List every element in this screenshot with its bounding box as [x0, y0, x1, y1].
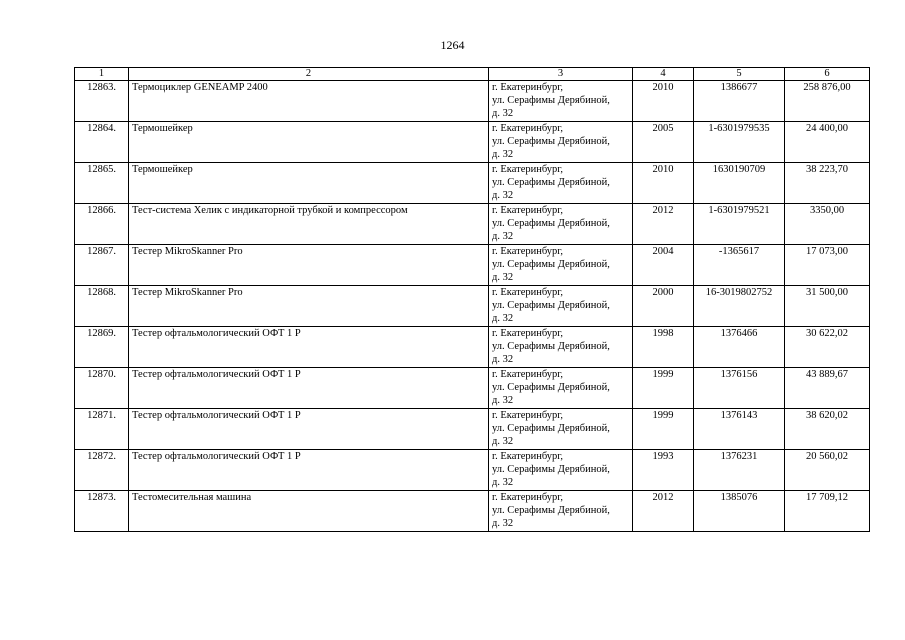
address-line: д. 32 — [492, 477, 514, 488]
row-number-cell: 12865. — [75, 163, 129, 204]
row-number-cell: 12873. — [75, 491, 129, 532]
address-line: ул. Серафимы Дерябиной, — [492, 300, 610, 311]
column-number: 2 — [129, 68, 489, 81]
address-line: ул. Серафимы Дерябиной, — [492, 136, 610, 147]
item-name-cell: Термошейкер — [129, 122, 489, 163]
address-cell — [489, 409, 633, 450]
row-number-cell: 12871. — [75, 409, 129, 450]
cost-cell: 43 889,67 — [785, 368, 870, 409]
address-line: г. Екатеринбург, — [492, 82, 564, 93]
table-row — [75, 122, 870, 163]
year-cell: 2010 — [633, 81, 694, 122]
table-row — [75, 450, 870, 491]
address-line: д. 32 — [492, 272, 514, 283]
year-cell: 2012 — [633, 491, 694, 532]
address-line: г. Екатеринбург, — [492, 287, 564, 298]
address-line: ул. Серафимы Дерябиной, — [492, 259, 610, 270]
address-cell — [489, 122, 633, 163]
cost-cell: 24 400,00 — [785, 122, 870, 163]
address-line: д. 32 — [492, 313, 514, 324]
address-line: ул. Серафимы Дерябиной, — [492, 218, 610, 229]
address-cell — [489, 327, 633, 368]
address-line: д. 32 — [492, 518, 514, 529]
row-number-cell: 12869. — [75, 327, 129, 368]
cost-cell: 31 500,00 — [785, 286, 870, 327]
item-name-cell: Тестер MikroSkanner Pro — [129, 286, 489, 327]
table-row — [75, 409, 870, 450]
address-cell — [489, 163, 633, 204]
address-line: г. Екатеринбург, — [492, 410, 564, 421]
cost-cell: 258 876,00 — [785, 81, 870, 122]
address-cell — [489, 81, 633, 122]
year-cell: 2005 — [633, 122, 694, 163]
inventory-number-cell: 16-3019802752 — [694, 286, 785, 327]
row-number-cell: 12868. — [75, 286, 129, 327]
row-number-cell: 12870. — [75, 368, 129, 409]
address-line: ул. Серафимы Дерябиной, — [492, 505, 610, 516]
inventory-number-cell: 1376231 — [694, 450, 785, 491]
address-line: ул. Серафимы Дерябиной, — [492, 95, 610, 106]
address-line: ул. Серафимы Дерябиной, — [492, 177, 610, 188]
table-row — [75, 327, 870, 368]
address-line: г. Екатеринбург, — [492, 246, 564, 257]
item-name-cell: Тестер MikroSkanner Pro — [129, 245, 489, 286]
address-line: г. Екатеринбург, — [492, 164, 564, 175]
address-line: д. 32 — [492, 190, 514, 201]
table-row — [75, 163, 870, 204]
table-row — [75, 491, 870, 532]
column-number: 6 — [785, 68, 870, 81]
column-number: 5 — [694, 68, 785, 81]
address-line: д. 32 — [492, 149, 514, 160]
inventory-number-cell: 1376156 — [694, 368, 785, 409]
item-name-cell: Тестомесительная машина — [129, 491, 489, 532]
address-cell — [489, 204, 633, 245]
address-line: д. 32 — [492, 436, 514, 447]
cost-cell: 38 223,70 — [785, 163, 870, 204]
inventory-number-cell: -1365617 — [694, 245, 785, 286]
address-line: д. 32 — [492, 354, 514, 365]
year-cell: 1999 — [633, 409, 694, 450]
inventory-number-cell: 1386677 — [694, 81, 785, 122]
inventory-number-cell: 1376466 — [694, 327, 785, 368]
table-row — [75, 368, 870, 409]
address-line: ул. Серафимы Дерябиной, — [492, 423, 610, 434]
address-cell — [489, 368, 633, 409]
column-number: 4 — [633, 68, 694, 81]
table-row — [75, 81, 870, 122]
address-line: г. Екатеринбург, — [492, 451, 564, 462]
address-cell — [489, 491, 633, 532]
row-number-cell: 12866. — [75, 204, 129, 245]
address-line: г. Екатеринбург, — [492, 369, 564, 380]
cost-cell: 3350,00 — [785, 204, 870, 245]
address-cell — [489, 450, 633, 491]
row-number-cell: 12867. — [75, 245, 129, 286]
column-number: 1 — [75, 68, 129, 81]
year-cell: 1993 — [633, 450, 694, 491]
row-number-cell: 12872. — [75, 450, 129, 491]
table-body — [75, 68, 870, 532]
column-number: 3 — [489, 68, 633, 81]
address-line: ул. Серафимы Дерябиной, — [492, 341, 610, 352]
page-number: 1264 — [440, 38, 465, 52]
item-name-cell: Тестер офтальмологический ОФТ 1 Р — [129, 368, 489, 409]
address-line: г. Екатеринбург, — [492, 123, 564, 134]
address-line: г. Екатеринбург, — [492, 492, 564, 503]
year-cell: 2012 — [633, 204, 694, 245]
inventory-number-cell: 1385076 — [694, 491, 785, 532]
inventory-table — [74, 67, 870, 532]
item-name-cell: Тестер офтальмологический ОФТ 1 Р — [129, 450, 489, 491]
table-row — [75, 245, 870, 286]
row-number-cell: 12864. — [75, 122, 129, 163]
row-number-cell: 12863. — [75, 81, 129, 122]
address-cell — [489, 245, 633, 286]
cost-cell: 20 560,02 — [785, 450, 870, 491]
year-cell: 2000 — [633, 286, 694, 327]
address-line: д. 32 — [492, 395, 514, 406]
table-row — [75, 286, 870, 327]
item-name-cell: Тестер офтальмологический ОФТ 1 Р — [129, 409, 489, 450]
item-name-cell: Тест-система Хелик с индикаторной трубкой и компрессором — [129, 204, 489, 245]
inventory-number-cell: 1376143 — [694, 409, 785, 450]
year-cell: 2004 — [633, 245, 694, 286]
address-line: ул. Серафимы Дерябиной, — [492, 464, 610, 475]
year-cell: 1998 — [633, 327, 694, 368]
item-name-cell: Тестер офтальмологический ОФТ 1 Р — [129, 327, 489, 368]
column-number-row — [75, 68, 870, 81]
address-line: г. Екатеринбург, — [492, 328, 564, 339]
cost-cell: 17 709,12 — [785, 491, 870, 532]
address-cell — [489, 286, 633, 327]
address-line: д. 32 — [492, 231, 514, 242]
year-cell: 2010 — [633, 163, 694, 204]
year-cell: 1999 — [633, 368, 694, 409]
item-name-cell: Термоциклер GENEAMP 2400 — [129, 81, 489, 122]
address-line: д. 32 — [492, 108, 514, 119]
item-name-cell: Термошейкер — [129, 163, 489, 204]
inventory-number-cell: 1-6301979535 — [694, 122, 785, 163]
address-line: г. Екатеринбург, — [492, 205, 564, 216]
cost-cell: 38 620,02 — [785, 409, 870, 450]
inventory-number-cell: 1-6301979521 — [694, 204, 785, 245]
cost-cell: 30 622,02 — [785, 327, 870, 368]
cost-cell: 17 073,00 — [785, 245, 870, 286]
address-line: ул. Серафимы Дерябиной, — [492, 382, 610, 393]
table-row — [75, 204, 870, 245]
inventory-number-cell: 1630190709 — [694, 163, 785, 204]
